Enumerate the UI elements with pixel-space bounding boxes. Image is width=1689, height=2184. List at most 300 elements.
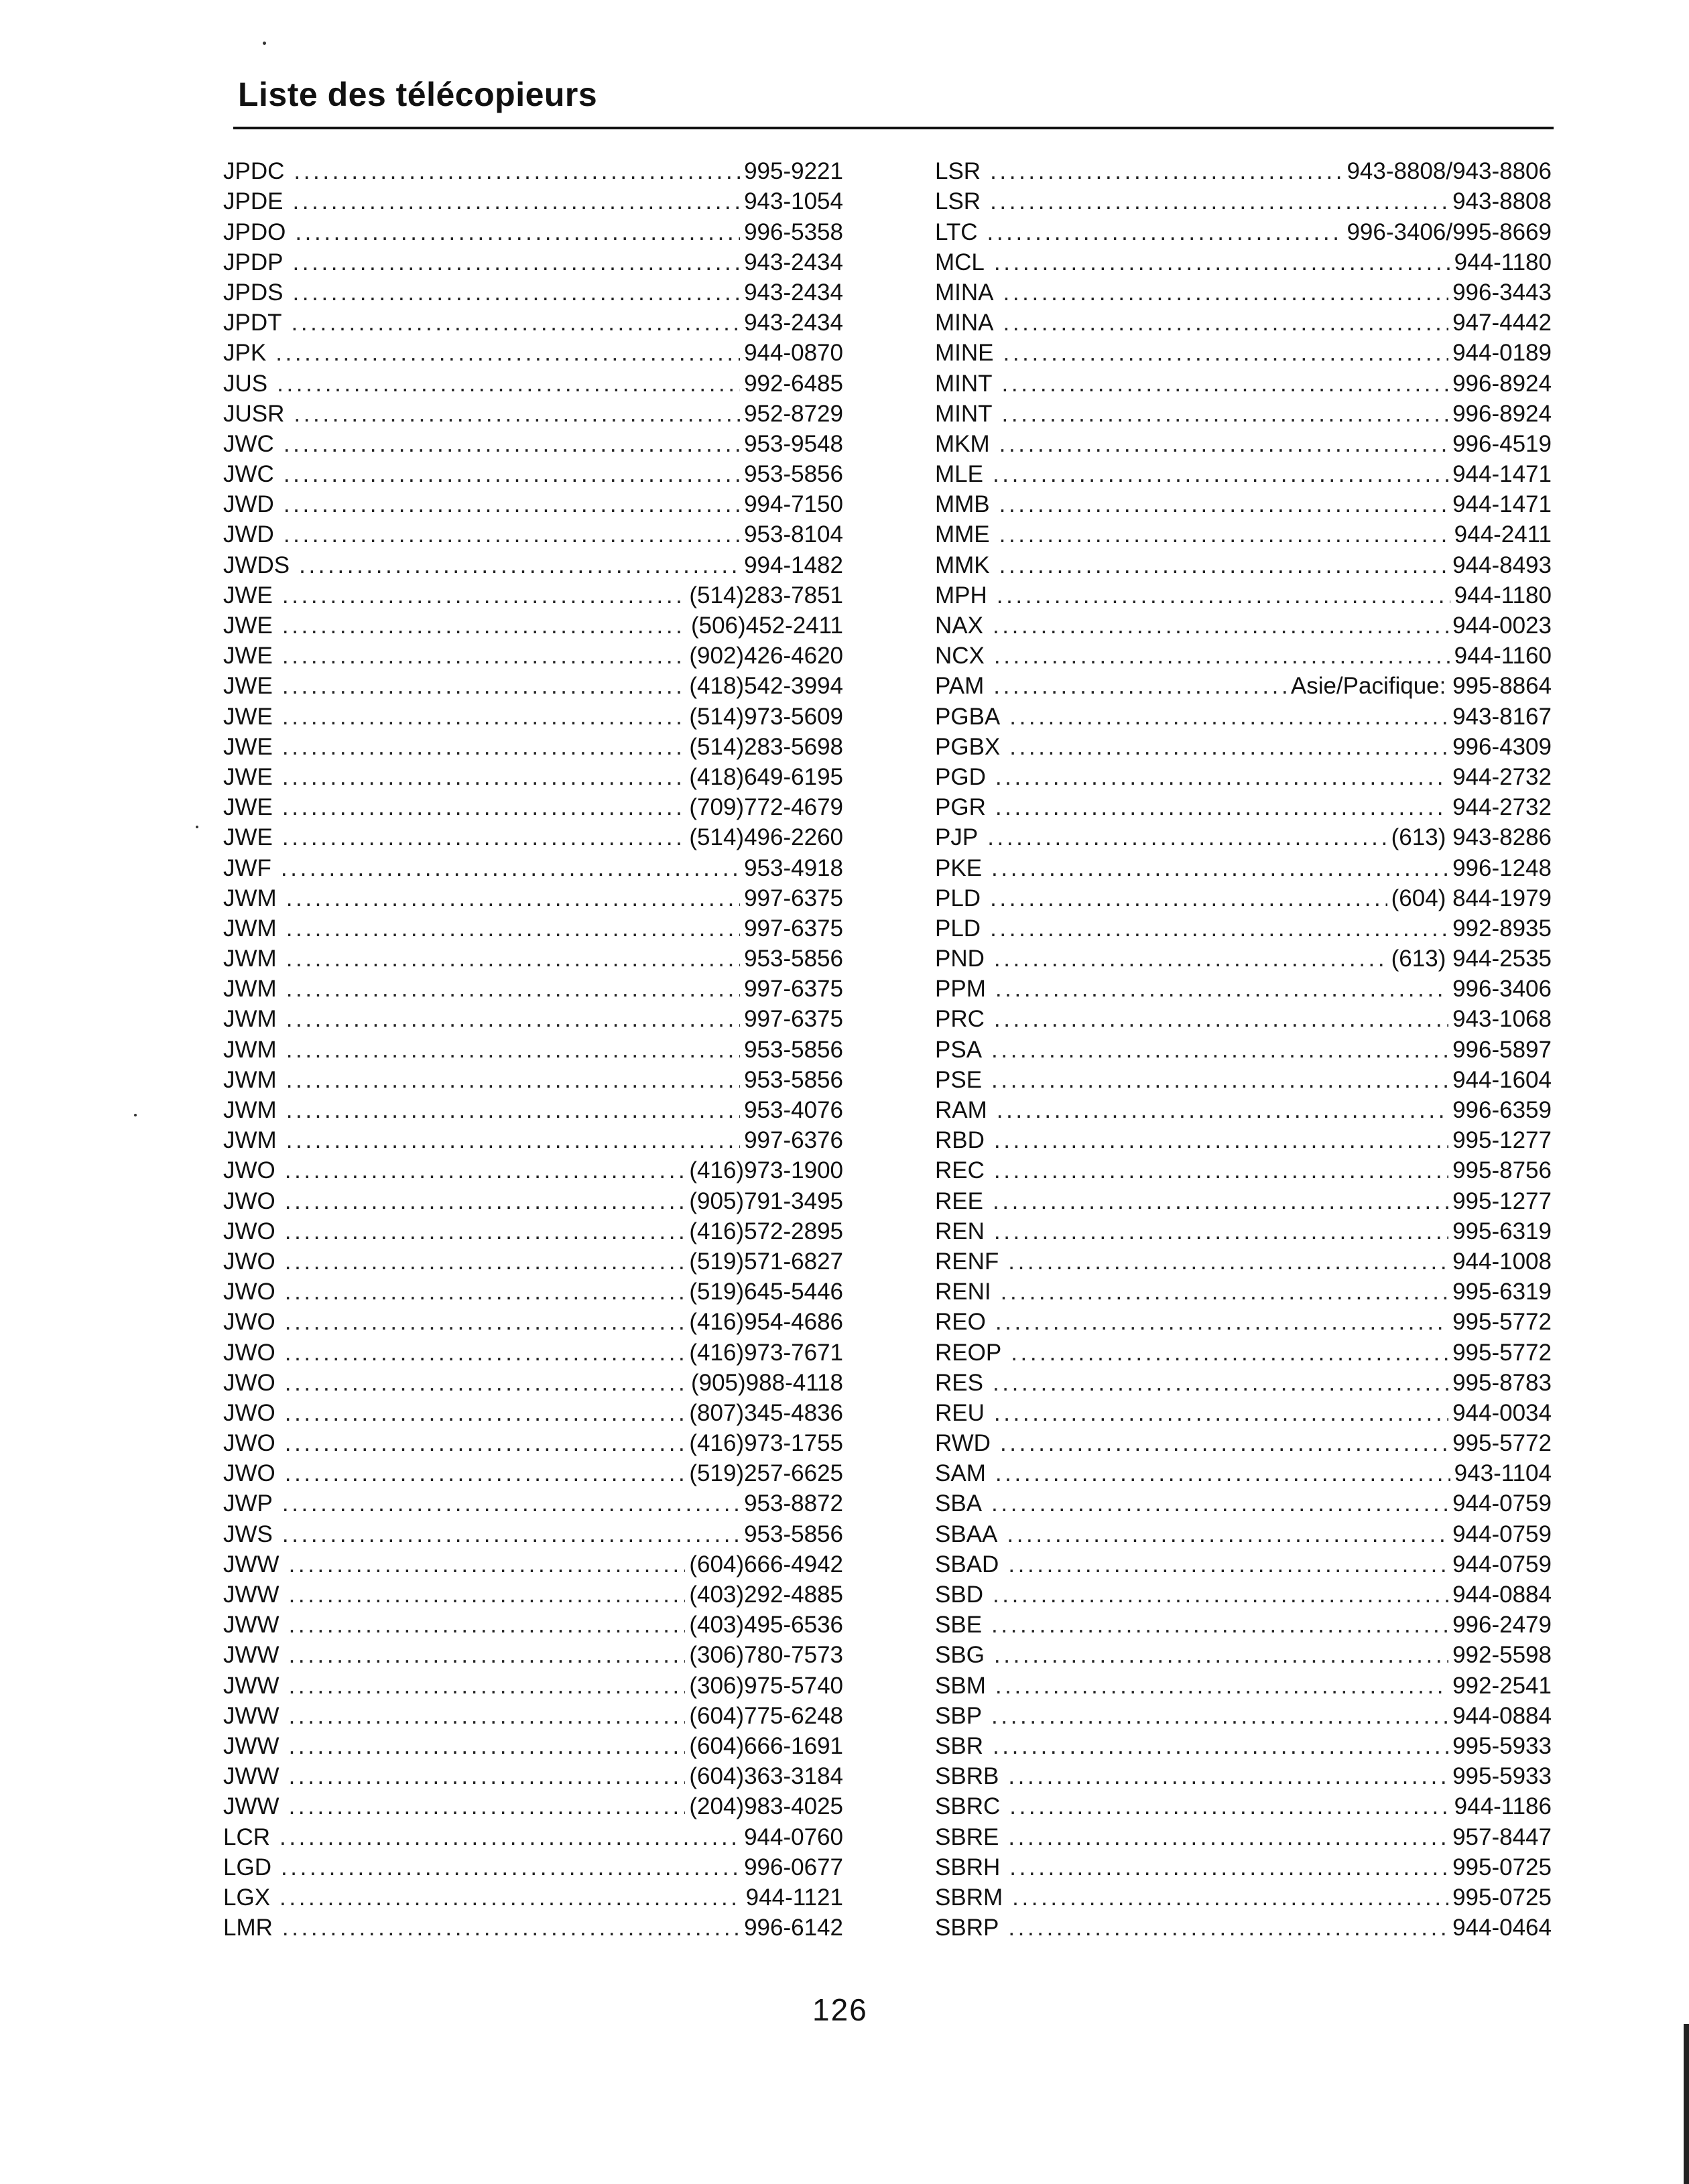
fax-entry-row <box>223 1367 843 1397</box>
entry-fax-number: (418)542-3994 <box>689 673 843 700</box>
entry-code: JUS <box>223 370 268 397</box>
entry-code: JWO <box>223 1460 275 1487</box>
fax-entry-row <box>223 610 843 640</box>
entry-code: JWE <box>223 643 273 669</box>
fax-entry-row <box>223 428 843 458</box>
dot-leader <box>285 1339 686 1367</box>
entry-fax-number: (604)363-3184 <box>689 1763 843 1790</box>
entry-code: JWW <box>223 1582 279 1608</box>
dot-leader <box>995 763 1448 791</box>
fax-entry-row <box>223 398 843 428</box>
entry-code: SBE <box>935 1612 983 1639</box>
entry-code: PGD <box>935 763 986 790</box>
dot-leader <box>294 157 740 186</box>
dot-leader <box>289 1702 686 1730</box>
fax-entry-row <box>223 1821 843 1851</box>
fax-entry-row <box>935 398 1552 428</box>
fax-entry-row <box>935 428 1552 458</box>
fax-entry-row <box>223 1730 843 1760</box>
entry-fax-number: (506)452-2411 <box>690 613 843 639</box>
entry-code: JPK <box>223 340 267 367</box>
entry-fax-number: 953-5856 <box>744 461 843 488</box>
fax-entry-row <box>935 1033 1552 1064</box>
entry-code: JUSR <box>223 400 285 427</box>
entry-fax-number: (416)973-1900 <box>689 1157 843 1184</box>
entry-fax-number: 943-2434 <box>744 249 843 275</box>
entry-fax-number: 944-0759 <box>1452 1490 1552 1517</box>
entry-fax-number: (519)257-6625 <box>689 1460 843 1487</box>
dot-leader <box>1009 703 1448 731</box>
fax-entry-row <box>223 1216 843 1246</box>
entry-code: JWD <box>223 491 274 518</box>
entry-code: JPDE <box>223 188 284 215</box>
fax-entry-row <box>223 1852 843 1882</box>
entry-fax-number: 944-0189 <box>1452 340 1552 367</box>
dot-leader <box>282 793 685 822</box>
dot-leader <box>993 460 1448 489</box>
dot-leader <box>289 1762 686 1791</box>
entry-fax-number: 953-9548 <box>744 430 843 457</box>
dot-leader <box>289 1793 686 1821</box>
entry-fax-number: (416)572-2895 <box>689 1218 843 1244</box>
fax-entry-row <box>935 1549 1552 1579</box>
fax-entry-row <box>223 1549 843 1579</box>
entry-code: SBR <box>935 1732 983 1759</box>
dot-leader <box>995 1672 1448 1700</box>
fax-entry-row <box>935 1306 1552 1336</box>
dot-leader <box>282 1914 740 1942</box>
scan-speck <box>263 42 266 45</box>
entry-code: PGBA <box>935 703 1001 730</box>
fax-entry-row <box>223 458 843 489</box>
entry-code: PKE <box>935 854 983 881</box>
dot-leader <box>292 309 741 337</box>
fax-entry-row <box>935 1821 1552 1851</box>
entry-fax-number: 997-6375 <box>744 885 843 911</box>
fax-entry-row <box>223 1336 843 1366</box>
dot-leader <box>997 1096 1448 1125</box>
entry-fax-number: (416)954-4686 <box>689 1309 843 1336</box>
dot-leader <box>994 1641 1448 1669</box>
dot-leader <box>279 1884 742 1912</box>
entry-code: JWW <box>223 1612 279 1639</box>
fax-entry-row <box>223 580 843 610</box>
entry-fax-number: (519)571-6827 <box>689 1248 843 1275</box>
dot-leader <box>285 1157 686 1185</box>
entry-fax-number: 996-5897 <box>1452 1036 1552 1063</box>
dot-leader <box>286 1127 740 1155</box>
dot-leader <box>1008 1551 1448 1579</box>
entry-fax-number: 957-8447 <box>1452 1823 1552 1850</box>
dot-leader <box>285 1187 686 1216</box>
fax-entry-row <box>935 489 1552 519</box>
dot-leader <box>282 1490 740 1518</box>
dot-leader <box>994 1127 1448 1155</box>
title-underline <box>233 127 1554 129</box>
dot-leader <box>295 218 740 247</box>
entry-code: JWM <box>223 1006 277 1033</box>
dot-leader <box>285 1218 686 1246</box>
dot-leader <box>991 854 1448 883</box>
entry-code: JWO <box>223 1430 275 1457</box>
entry-code: PRC <box>935 1006 985 1033</box>
entry-code: RBD <box>935 1127 985 1154</box>
dot-leader <box>282 672 685 700</box>
entry-fax-number: 996-8924 <box>1452 400 1552 427</box>
entry-code: JWO <box>223 1339 275 1366</box>
dot-leader <box>997 582 1450 610</box>
fax-entry-row <box>223 791 843 822</box>
entry-fax-number: 996-6142 <box>744 1915 843 1941</box>
dot-leader <box>990 157 1342 186</box>
entry-fax-number: 953-5856 <box>744 1066 843 1093</box>
entry-code: PGR <box>935 794 986 821</box>
dot-leader <box>990 915 1448 943</box>
dot-leader <box>1008 1248 1448 1276</box>
dot-leader <box>285 1248 686 1276</box>
entry-fax-number: (709)772-4679 <box>689 794 843 821</box>
dot-leader <box>284 430 740 458</box>
fax-entry-row <box>935 1579 1552 1609</box>
fax-entry-row <box>935 1760 1552 1791</box>
fax-entry-row <box>223 1458 843 1488</box>
entry-code: SBAA <box>935 1521 998 1547</box>
entry-fax-number: 944-0464 <box>1452 1915 1552 1941</box>
dot-leader <box>991 1702 1448 1730</box>
entry-code: JWE <box>223 794 273 821</box>
entry-code: JWC <box>223 430 274 457</box>
fax-entry-row <box>935 1852 1552 1882</box>
dot-leader <box>1000 1429 1448 1458</box>
fax-entry-row <box>223 155 843 186</box>
fax-entry-row <box>935 277 1552 307</box>
entry-fax-number: (514)283-7851 <box>689 582 843 608</box>
fax-entry-row <box>223 549 843 579</box>
entry-fax-number: (514)973-5609 <box>689 703 843 730</box>
entry-fax-number: 944-1180 <box>1454 249 1552 275</box>
dot-leader <box>289 1581 686 1609</box>
entry-code: REO <box>935 1309 986 1336</box>
entry-code: JWF <box>223 854 271 881</box>
entry-fax-number: 953-5856 <box>744 1521 843 1547</box>
entry-fax-number: (306)975-5740 <box>689 1672 843 1699</box>
entry-fax-number: 943-8167 <box>1452 703 1552 730</box>
fax-entry-row <box>223 1306 843 1336</box>
fax-entry-row <box>935 1094 1552 1125</box>
entry-code: PSE <box>935 1066 983 1093</box>
entry-fax-number: 944-2411 <box>1454 521 1552 548</box>
fax-entry-row <box>935 761 1552 791</box>
entry-code: JPDC <box>223 158 285 185</box>
fax-entry-row <box>935 791 1552 822</box>
entry-code: SBRM <box>935 1884 1003 1911</box>
entry-code: SBD <box>935 1582 983 1608</box>
entry-fax-number: 944-1180 <box>1454 582 1552 608</box>
entry-code: JWM <box>223 885 277 911</box>
entry-code: LGD <box>223 1854 271 1880</box>
entry-fax-number: 997-6375 <box>744 976 843 1003</box>
entry-code: JWP <box>223 1490 273 1517</box>
fax-entry-row <box>935 247 1552 277</box>
entry-fax-number: 943-1104 <box>1454 1460 1552 1487</box>
fax-entry-row <box>223 1125 843 1155</box>
entry-fax-number: 994-7150 <box>744 491 843 518</box>
fax-entry-row <box>935 1609 1552 1639</box>
entry-code: JWM <box>223 1036 277 1063</box>
dot-leader <box>987 824 1387 852</box>
fax-entry-row <box>935 1185 1552 1215</box>
fax-entry-row <box>223 640 843 670</box>
dot-leader <box>292 188 740 216</box>
entry-code: LTC <box>935 218 978 245</box>
entry-fax-number: 995-5772 <box>1452 1309 1552 1336</box>
fax-entry-row <box>223 1760 843 1791</box>
entry-code: MKM <box>935 430 990 457</box>
fax-entry-row <box>935 1276 1552 1306</box>
fax-entry-row <box>935 1125 1552 1155</box>
fax-entry-row <box>223 1246 843 1276</box>
entry-fax-number: 995-6319 <box>1452 1218 1552 1244</box>
dot-leader <box>282 1521 740 1549</box>
dot-leader <box>285 1278 686 1306</box>
entry-fax-number: 944-1471 <box>1452 491 1552 518</box>
entry-code: JWO <box>223 1157 275 1184</box>
dot-leader <box>1009 1793 1450 1821</box>
fax-entry-row <box>223 943 843 973</box>
fax-entry-row <box>223 489 843 519</box>
entry-code: JWS <box>223 1521 273 1547</box>
entry-code: JWW <box>223 1672 279 1699</box>
entry-code: SAM <box>935 1460 986 1487</box>
dot-leader <box>994 1399 1448 1427</box>
dot-leader <box>994 249 1450 277</box>
entry-code: REU <box>935 1399 985 1426</box>
entry-fax-number: 953-4918 <box>744 854 843 881</box>
entry-code: JWW <box>223 1763 279 1790</box>
entry-fax-number: 995-6319 <box>1452 1279 1552 1305</box>
entry-fax-number: 943-2434 <box>744 310 843 336</box>
fax-entry-row <box>223 883 843 913</box>
entry-fax-number: 997-6375 <box>744 915 843 942</box>
entry-code: SBRB <box>935 1763 999 1790</box>
fax-entry-row <box>223 1094 843 1125</box>
entry-code: JWM <box>223 915 277 942</box>
entry-fax-number: 996-4519 <box>1452 430 1552 457</box>
fax-entry-row <box>223 337 843 367</box>
entry-code: SBG <box>935 1642 985 1669</box>
dot-leader <box>282 642 685 670</box>
fax-entry-row <box>223 913 843 943</box>
dot-leader <box>999 430 1448 458</box>
dot-leader <box>286 1036 740 1064</box>
entry-code: JWM <box>223 1127 277 1154</box>
entry-code: JWM <box>223 1066 277 1093</box>
entry-fax-number: 943-8808 <box>1452 188 1552 215</box>
fax-entry-row <box>935 822 1552 852</box>
dot-leader <box>289 1672 686 1700</box>
fax-entry-row <box>935 1397 1552 1427</box>
entry-fax-number: (418)649-6195 <box>689 763 843 790</box>
entry-fax-number: 943-1068 <box>1452 1006 1552 1033</box>
dot-leader <box>1002 400 1449 428</box>
entry-fax-number: 953-8872 <box>744 1490 843 1517</box>
entry-code: SBRH <box>935 1854 1001 1880</box>
entry-fax-number: (403)292-4885 <box>689 1582 843 1608</box>
fax-entry-row <box>223 519 843 549</box>
entry-fax-number: 944-1471 <box>1452 461 1552 488</box>
fax-entry-row <box>935 1669 1552 1699</box>
entry-fax-number: 996-2479 <box>1452 1612 1552 1639</box>
entry-fax-number: 996-8924 <box>1452 370 1552 397</box>
entry-fax-number: 944-2732 <box>1452 794 1552 821</box>
dot-leader <box>993 1732 1448 1760</box>
entry-fax-number: 995-5933 <box>1452 1763 1552 1790</box>
dot-leader <box>282 703 685 731</box>
entry-fax-number: 953-8104 <box>744 521 843 548</box>
dot-leader <box>994 1005 1448 1033</box>
entry-code: PJP <box>935 824 979 851</box>
fax-entry-row <box>223 852 843 882</box>
entry-code: JWW <box>223 1732 279 1759</box>
fax-entry-row <box>935 1518 1552 1548</box>
fax-entry-row <box>935 1458 1552 1488</box>
fax-entry-row <box>935 1700 1552 1730</box>
dot-leader <box>299 552 740 580</box>
entry-fax-number: 944-0760 <box>744 1823 843 1850</box>
dot-leader <box>286 1005 740 1033</box>
fax-entry-row <box>935 883 1552 913</box>
entry-code: JWO <box>223 1218 275 1244</box>
entry-code: JWE <box>223 763 273 790</box>
entry-fax-number: 995-0725 <box>1452 1854 1552 1880</box>
dot-leader <box>991 1066 1448 1094</box>
fax-entry-row <box>223 1033 843 1064</box>
entry-code: SBP <box>935 1702 983 1729</box>
dot-leader <box>1008 1823 1448 1852</box>
entry-fax-number: 944-0034 <box>1452 1399 1552 1426</box>
entry-code: PLD <box>935 915 981 942</box>
entry-fax-number: 996-3406 <box>1452 976 1552 1003</box>
entry-fax-number: 995-5933 <box>1452 1732 1552 1759</box>
entry-fax-number: (613) 944-2535 <box>1391 946 1552 972</box>
fax-entry-row <box>223 277 843 307</box>
fax-entry-row <box>935 1882 1552 1912</box>
fax-entry-row <box>935 1003 1552 1033</box>
entry-code: MPH <box>935 582 987 608</box>
page-title: Liste des télécopieurs <box>238 76 598 113</box>
entry-code: JWW <box>223 1551 279 1578</box>
entry-code: SBM <box>935 1672 986 1699</box>
entry-fax-number: 944-1186 <box>1454 1793 1552 1820</box>
entry-code: LCR <box>223 1823 271 1850</box>
dot-leader <box>999 491 1448 519</box>
entry-fax-number: 944-0884 <box>1452 1702 1552 1729</box>
fax-entry-row <box>223 670 843 700</box>
fax-entry-row <box>935 186 1552 216</box>
dot-leader <box>284 491 740 519</box>
entry-fax-number: 944-0759 <box>1452 1551 1552 1578</box>
entry-code: REN <box>935 1218 985 1244</box>
entry-code: JWO <box>223 1248 275 1275</box>
entry-fax-number: 996-1248 <box>1452 854 1552 881</box>
fax-entry-row <box>223 1003 843 1033</box>
entry-code: REOP <box>935 1339 1002 1366</box>
fax-entry-row <box>935 640 1552 670</box>
fax-entry-row <box>223 1488 843 1518</box>
entry-code: JPDP <box>223 249 284 275</box>
dot-leader <box>994 1157 1448 1185</box>
fax-entry-row <box>223 1064 843 1094</box>
dot-leader <box>990 188 1448 216</box>
entry-fax-number: (807)345-4836 <box>689 1399 843 1426</box>
entry-fax-number: 944-0759 <box>1452 1521 1552 1547</box>
entry-fax-number: 996-6359 <box>1452 1097 1552 1123</box>
dot-leader <box>292 279 740 307</box>
fax-entry-row <box>223 1609 843 1639</box>
fax-entry-row <box>935 973 1552 1003</box>
dot-leader <box>1001 1278 1448 1306</box>
dot-leader <box>993 612 1448 640</box>
entry-code: JWW <box>223 1702 279 1729</box>
entry-code: RWD <box>935 1430 991 1457</box>
entry-fax-number: (403)495-6536 <box>689 1612 843 1639</box>
entry-code: SBAD <box>935 1551 999 1578</box>
entry-fax-number: (902)426-4620 <box>689 643 843 669</box>
fax-entry-row <box>935 337 1552 367</box>
entry-code: NCX <box>935 643 985 669</box>
entry-code: MINT <box>935 400 993 427</box>
fax-entry-row <box>223 731 843 761</box>
entry-code: MINT <box>935 370 993 397</box>
fax-list-right-column <box>935 155 1552 1942</box>
fax-entry-row <box>223 1155 843 1185</box>
entry-fax-number: 953-5856 <box>744 946 843 972</box>
dot-leader <box>994 1218 1448 1246</box>
scan-speck <box>134 1114 137 1116</box>
fax-entry-row <box>223 1669 843 1699</box>
fax-entry-row <box>223 1700 843 1730</box>
dot-leader <box>286 1066 740 1094</box>
fax-entry-row <box>935 1791 1552 1821</box>
entry-code: RENI <box>935 1279 991 1305</box>
fax-entry-row <box>223 186 843 216</box>
entry-code: JPDS <box>223 279 284 306</box>
dot-leader <box>286 1096 740 1125</box>
entry-fax-number: (604)666-4942 <box>689 1551 843 1578</box>
entry-fax-number: 992-8935 <box>1452 915 1552 942</box>
scan-speck <box>196 826 198 828</box>
entry-fax-number: 944-1160 <box>1454 643 1552 669</box>
fax-entry-row <box>935 458 1552 489</box>
entry-fax-number: (905)988-4118 <box>690 1369 843 1396</box>
dot-leader <box>1009 1854 1448 1882</box>
dot-leader <box>995 1308 1448 1336</box>
entry-code: JWD <box>223 521 274 548</box>
fax-entry-row <box>935 1427 1552 1458</box>
entry-fax-number: 992-5598 <box>1452 1642 1552 1669</box>
entry-fax-number: 943-2434 <box>744 279 843 306</box>
entry-code: MINE <box>935 340 994 367</box>
entry-code: JWW <box>223 1642 279 1669</box>
dot-leader <box>1011 1339 1448 1367</box>
fax-entry-row <box>935 1336 1552 1366</box>
dot-leader <box>286 945 740 973</box>
entry-fax-number: 995-5772 <box>1452 1430 1552 1457</box>
fax-entry-row <box>935 1488 1552 1518</box>
dot-leader <box>993 1187 1448 1216</box>
entry-code: MMB <box>935 491 990 518</box>
entry-code: REE <box>935 1187 983 1214</box>
